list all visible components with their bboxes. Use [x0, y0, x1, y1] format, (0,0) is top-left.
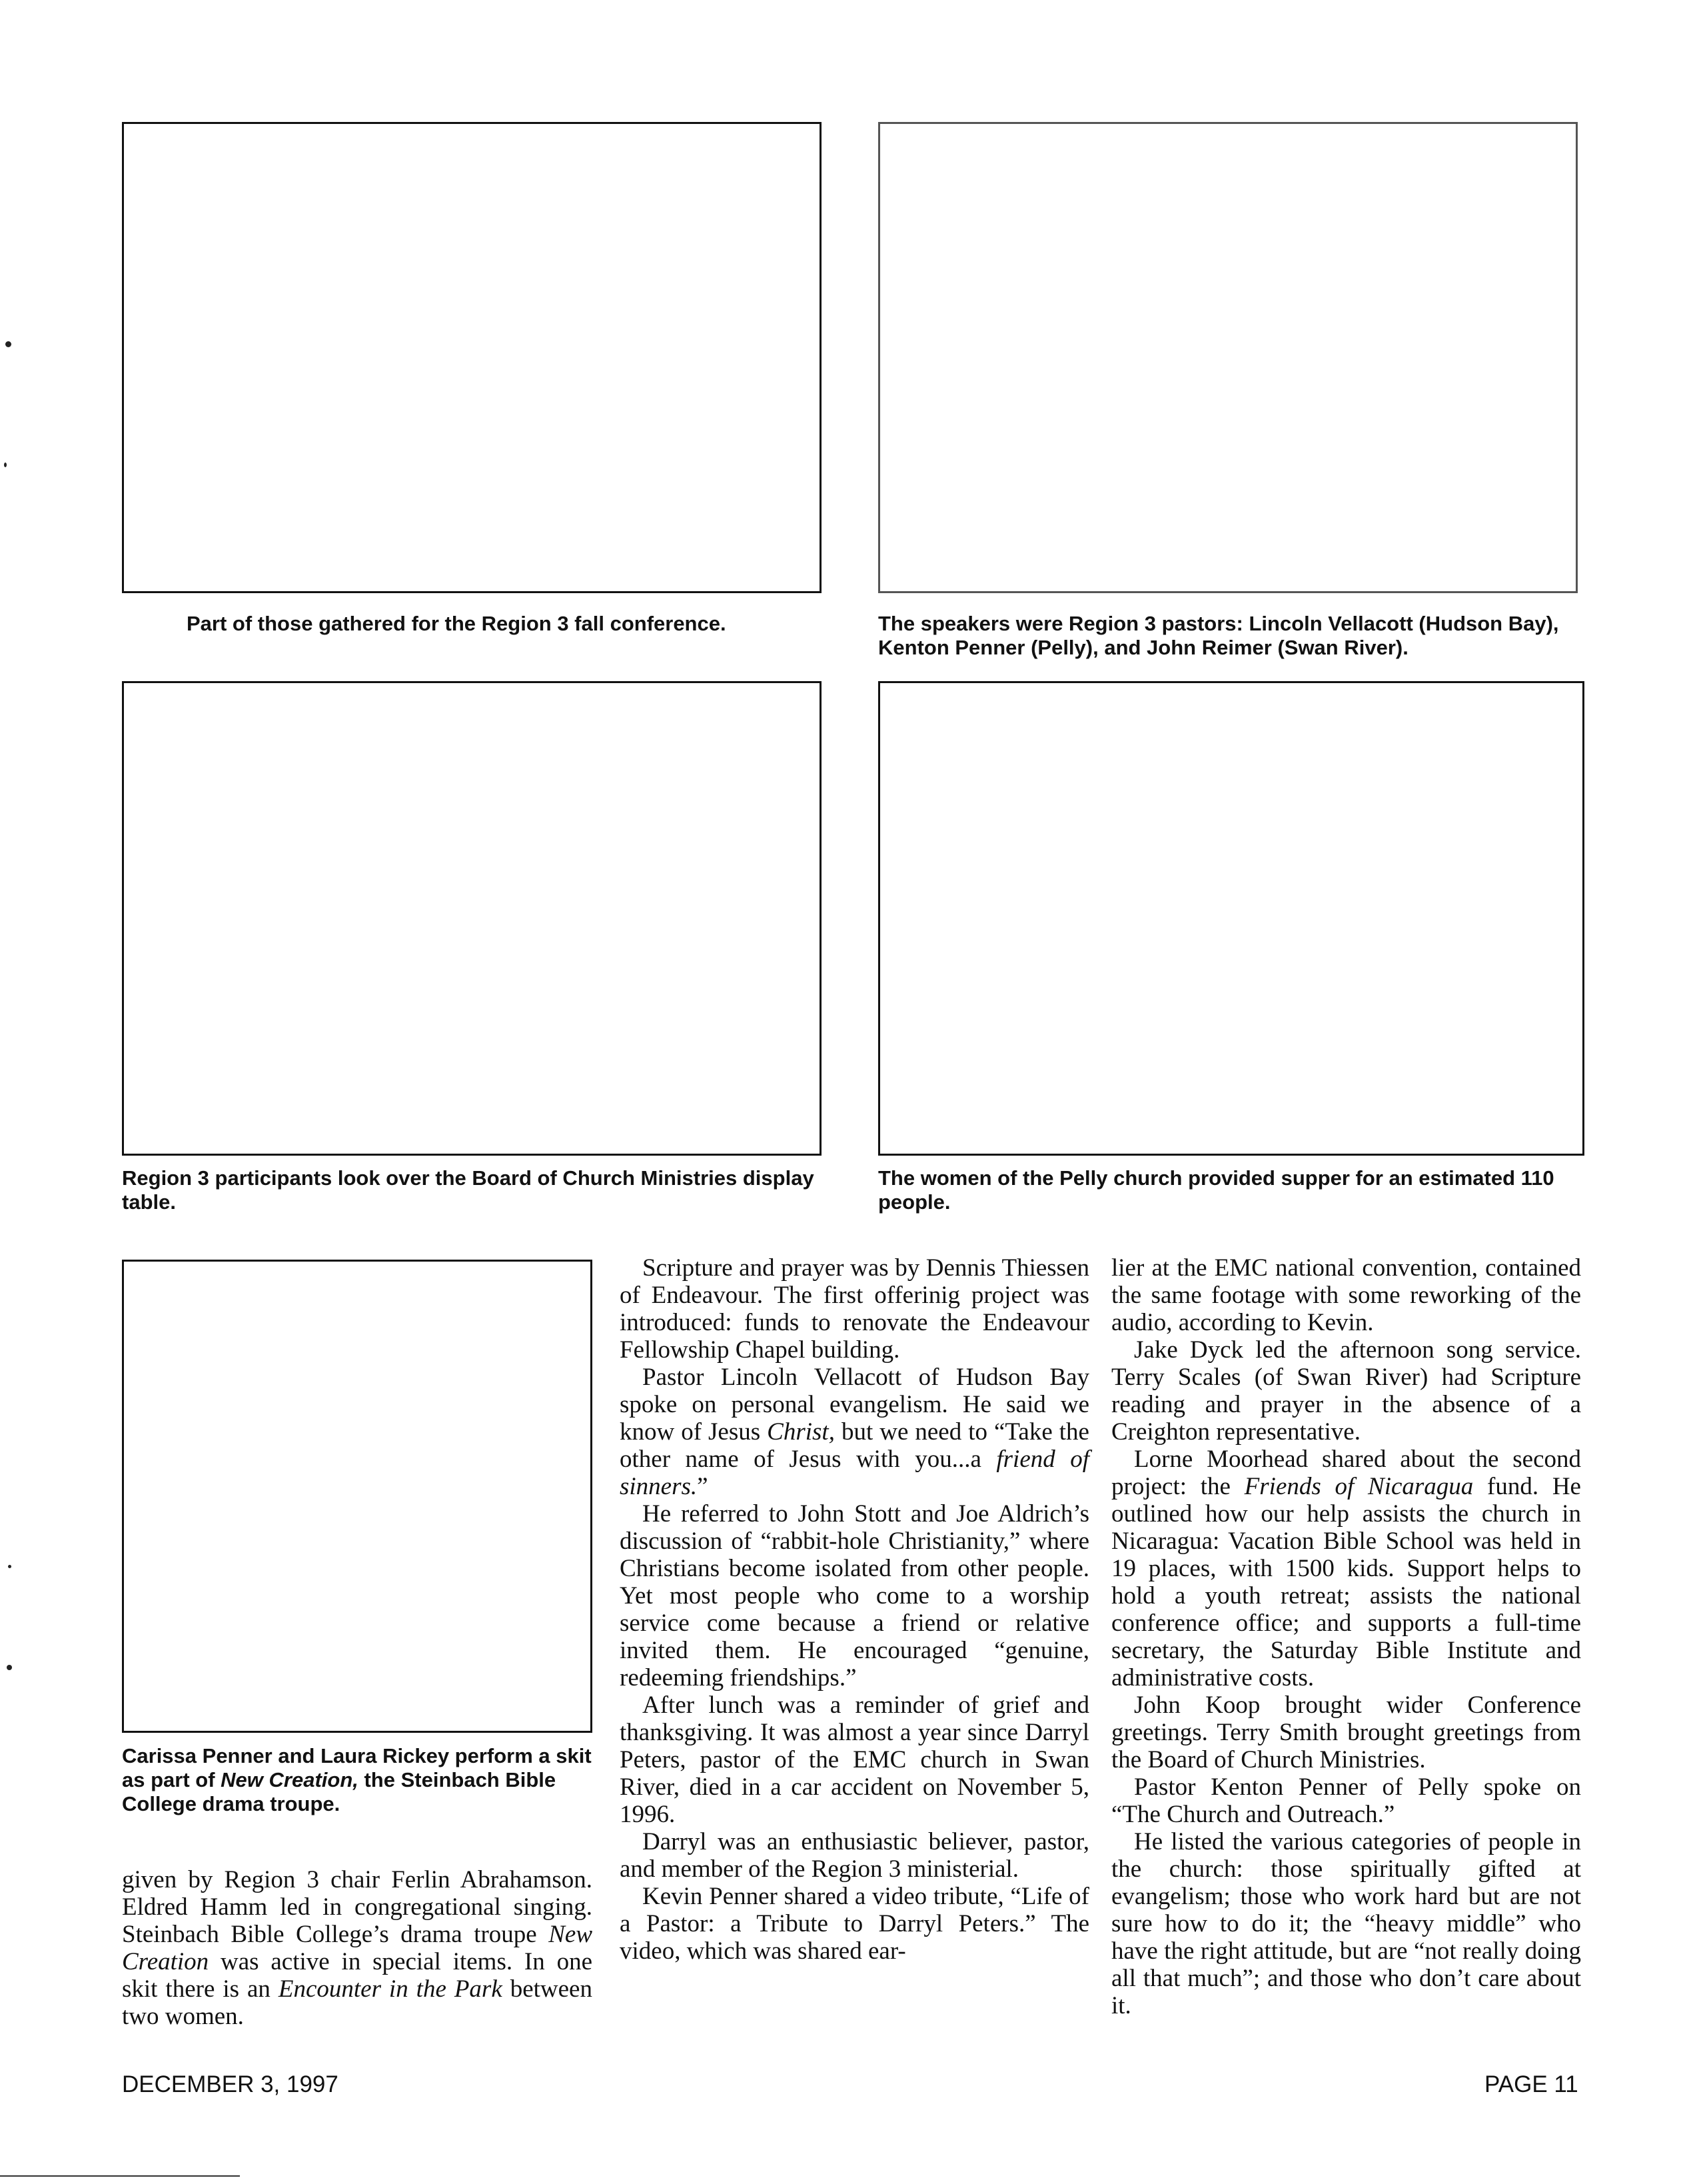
scan-speck: [5, 341, 11, 347]
paragraph: Pastor Kenton Penner of Pelly spoke on “The Church and Outreach.”: [1111, 1773, 1581, 1828]
text-run: fund. He outlined how our help assists the church in Nicaragua: Vacation Bible School was held in 19 places, with 1500 kids. Support helps to hold a youth retreat; assists the national conference office; and supports a full-time secretary, the Saturday Bible Institute and administrative costs.: [1111, 1473, 1581, 1691]
paragraph: [122, 1866, 592, 2030]
paragraph: He listed the various categories of people in the church: those spiritually gifted at evangelism; those who work hard but are not sure how to do it; the “heavy middle” who have the right attitude, but are “not really doing all that much”; and those who don’t care about it.: [1111, 1828, 1581, 2019]
photo-display-table: [122, 681, 822, 1156]
text-italic: New Creation: [122, 1921, 592, 1975]
text-run: was active in special items. In one skit there is an: [122, 1948, 592, 2003]
paragraph: Darryl was an enthusiastic believer, pastor, and member of the Region 3 ministerial.: [620, 1828, 1089, 1883]
caption-skit-italic: New Creation,: [221, 1768, 358, 1791]
text-run: but we need to “Take the other name of Jesus with you...a: [620, 1418, 1089, 1473]
article-column-3: [1111, 1254, 1581, 2019]
paragraph: [1111, 1446, 1581, 1691]
scan-speck: [4, 463, 7, 467]
caption-skit-text-1: Carissa Penner and Laura Rickey perform a skit as part of: [122, 1744, 592, 1791]
paragraph: After lunch was a reminder of grief and thanksgiving. It was almost a year since Darryl Peters, pastor of the EMC church in Swan River, died in a car accident on November 5, 1996.: [620, 1691, 1089, 1828]
text-run: given by Region 3 chair Ferlin Abrahamson. Eldred Hamm led in congregational singing. Steinbach Bible College’s drama troupe: [122, 1866, 592, 1948]
scan-edge-line: [0, 2175, 240, 2177]
caption-photo-gathering: Part of those gathered for the Region 3 fall conference.: [187, 612, 726, 635]
caption-photo-pelly-women: The women of the Pelly church provided supper for an estimated 110 people.: [878, 1166, 1554, 1214]
text-italic: friend of sinners.: [620, 1446, 1089, 1500]
paragraph: Scripture and prayer was by Dennis Thiessen of Endeavour. The first offerinig project was introduced: funds to renovate the Endeavour Fellowship Chapel building.: [620, 1254, 1089, 1364]
text-italic: Christ,: [767, 1418, 835, 1446]
scan-speck: [8, 1565, 11, 1568]
paragraph: Kevin Penner shared a video tribute, “Life of a Pastor: a Tribute to Darryl Peters.” The video, which was shared ear-: [620, 1883, 1089, 1965]
paragraph: [620, 1364, 1089, 1500]
scan-speck: [7, 1665, 12, 1670]
text-run: between two women.: [122, 1975, 592, 2030]
photo-drama-skit: [122, 1260, 592, 1733]
photo-region3-gathering: [122, 122, 822, 593]
article-column-2: [620, 1254, 1089, 1965]
footer-page-number: PAGE 11: [1484, 2071, 1578, 2097]
paragraph: John Koop brought wider Conference greetings. Terry Smith brought greetings from the Board of Church Ministries.: [1111, 1691, 1581, 1773]
photo-speakers: [878, 122, 1578, 593]
text-run: Pastor Lincoln Vellacott of Hudson Bay spoke on personal evangelism. He said we know of Jesus: [620, 1364, 1089, 1446]
caption-skit-text-2: the Steinbach Bible College drama troupe.: [122, 1768, 556, 1815]
caption-photo-drama-skit: [122, 1744, 592, 1816]
paragraph: He referred to John Stott and Joe Aldrich’s discussion of “rabbit-hole Christianity,” where Christians become isolated from other people. Yet most people who come to a worship service come because a friend or relative invited them. He encouraged “genuine, redeeming friendships.”: [620, 1500, 1089, 1691]
footer-date: DECEMBER 3, 1997: [122, 2071, 338, 2097]
caption-photo-display-table: Region 3 participants look over the Board of Church Ministries display table.: [122, 1166, 814, 1214]
caption-photo-speakers: The speakers were Region 3 pastors: Lincoln Vellacott (Hudson Bay), Kenton Penner (Pelly), and John Reimer (Swan River).: [878, 612, 1559, 659]
paragraph: Jake Dyck led the afternoon song service. Terry Scales (of Swan River) had Scripture reading and prayer in the absence of a Creighton representative.: [1111, 1336, 1581, 1446]
paragraph: lier at the EMC national convention, contained the same footage with some reworking of the audio, according to Kevin.: [1111, 1254, 1581, 1336]
photo-pelly-women: [878, 681, 1584, 1156]
text-italic: Friends of Nicaragua: [1244, 1473, 1474, 1500]
text-italic: Encounter in the Park: [278, 1975, 502, 2003]
article-column-1: [122, 1866, 592, 2030]
text-run: ”: [697, 1473, 708, 1500]
text-run: Lorne Moorhead shared about the second project: the: [1111, 1446, 1581, 1500]
